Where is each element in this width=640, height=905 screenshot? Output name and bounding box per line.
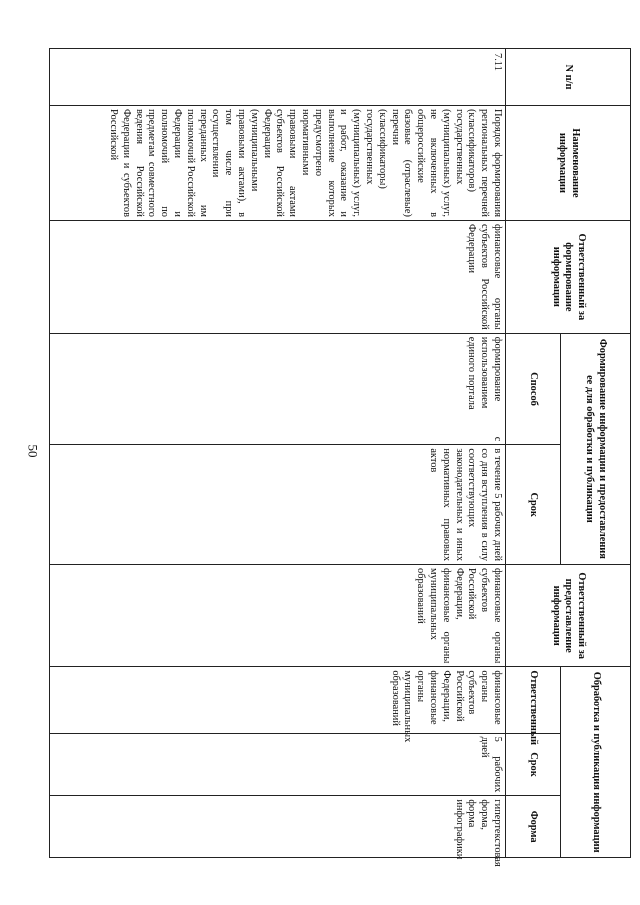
header-formation-group: Формирование информации и предоставления ее для обработки и публикации [561, 333, 631, 564]
cell-responsible-provision: финансовые органы субъектов Российской Федерации, финансовые органы муниципальных образований [50, 565, 506, 667]
cell-method: формирование с использованием единого портала [50, 333, 506, 445]
cell-form: гипертекстовая форма, форма инфографики [50, 796, 506, 858]
cell-name: Порядок формирования региональных перечней (классификаторов) государственных (муниципальных) услуг, не включенных в общероссийские базовые (отраслевые) перечни (классификаторы) государственных (муниципальных) услуг, и работ, оказание и выполнение которых предусмотрено нормативными правовыми актами субъектов Российской Федерации (муниципальными правовыми актами), в том числе при осуществлении переданных им полномочий Российской Федерации и полномочий по предметам совместного ведения Российской Федерации и субъектов Российской [50, 105, 506, 220]
table-row [50, 49, 506, 858]
header-processing-term: Срок [506, 733, 561, 796]
header-responsible: Ответственный [506, 667, 561, 733]
cell-responsible: финансовые органы субъектов Российской Федерации, финансовые органы муниципальных образований [50, 667, 506, 733]
header-term: Срок [506, 445, 561, 565]
header-responsible-provision: Ответственный за предоставление информации [506, 565, 631, 667]
header-method: Способ [506, 333, 561, 445]
header-processing-group: Обработка и публикация информации [561, 667, 631, 858]
cell-responsible-formation: финансовые органы субъектов Российской Федерации [50, 221, 506, 334]
page-number: 50 [25, 444, 40, 458]
header-form: Форма [506, 796, 561, 858]
rotated-page-content [49, 48, 631, 867]
information-table [49, 48, 631, 867]
cell-processing-term: 5 рабочих дней [50, 733, 506, 796]
cell-num: 7.11 [50, 49, 506, 106]
header-responsible-formation: Ответственный за формирование информации [506, 221, 631, 334]
header-row-1 [561, 49, 631, 858]
cell-term: в течение 5 рабочих дней со дня вступления в силу соответствующих законодательных и иных нормативных правовых актов [50, 445, 506, 565]
header-name: Наименование информации [506, 105, 631, 220]
header-num: N п/п [506, 49, 631, 106]
table-area [49, 48, 631, 867]
